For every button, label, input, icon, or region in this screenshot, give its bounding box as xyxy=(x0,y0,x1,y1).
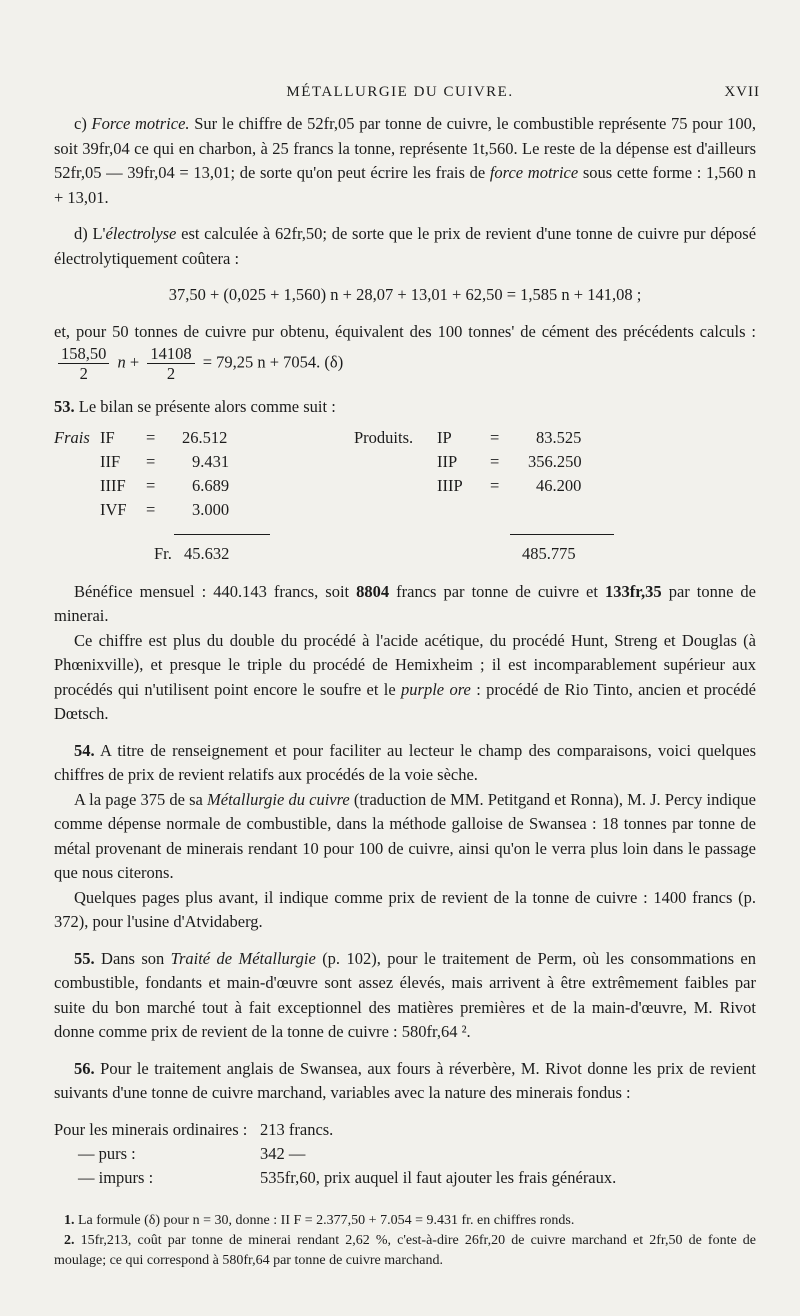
page-number: XVII xyxy=(724,84,760,100)
footnote-mark: 2. xyxy=(64,1232,75,1248)
frais-eq: = xyxy=(146,499,156,519)
section-text: Le bilan se présente alors comme suit : xyxy=(78,397,336,416)
fraction-2 xyxy=(147,344,194,383)
total-currency: Fr. xyxy=(154,543,172,563)
section-text: A titre de renseignement et pour faciliter au lecteur le champ des comparaisons, voici quelques chiffres de prix de revient relatifs aux procédés de la voie sèche. xyxy=(54,740,756,784)
frais-code: IF xyxy=(100,427,115,447)
frais-eq: = xyxy=(146,475,156,495)
produit-eq: = xyxy=(490,427,500,447)
paragraph-force-motrice xyxy=(54,112,756,210)
paragraph-percy xyxy=(54,788,756,886)
minerais-list xyxy=(54,1118,756,1194)
equation-cost: 37,50 + (0,025 + 1,560) n + 28,07 + 13,01 + 62,50 = 1,585 n + 141,08 ; xyxy=(168,285,642,304)
item-label: d) L' xyxy=(74,224,106,243)
frais-value: 26.512 xyxy=(182,427,228,447)
section-53-heading xyxy=(54,395,756,420)
total-frais: 45.632 xyxy=(184,543,230,563)
paragraph-comparison xyxy=(54,629,756,727)
section-text: Dans son xyxy=(101,948,165,968)
produit-code: IP xyxy=(437,427,452,447)
section-number: 53. xyxy=(54,397,75,416)
equation-result: = 79,25 n + 7054. (δ) xyxy=(202,352,344,372)
italic-term: électrolyse xyxy=(105,224,177,243)
produit-value: 356.250 xyxy=(528,451,582,471)
fraction-denominator: 2 xyxy=(79,364,88,383)
item-label: c) xyxy=(74,114,87,133)
minerai-value: 213 francs. xyxy=(260,1119,334,1139)
produit-code: IIP xyxy=(437,451,458,471)
footnote-text: 15fr,213, coût par tonne de minerai rendant 2,62 %, c'est-à-dire 26fr,20 de cuivre marchand et 2fr,50 de fonte de moulage; ce qui correspond à 580fr,64 par tonne de cuivre marchand. xyxy=(54,1232,757,1268)
fraction-1 xyxy=(58,344,109,383)
frais-value: 6.689 xyxy=(192,475,230,495)
paragraph-text: francs par tonne de cuivre et xyxy=(396,581,598,601)
bold-figure: 8804 xyxy=(356,581,390,601)
produit-eq: = xyxy=(490,475,500,495)
paragraph-electrolyse xyxy=(54,222,756,271)
total-rule xyxy=(510,534,614,535)
produit-value: 46.200 xyxy=(536,475,582,495)
section-56 xyxy=(54,1057,756,1106)
paragraph-text-end: : procédé de Rio Tinto, ancien et procédé Dœtsch. xyxy=(54,679,756,723)
paragraph-text: par tonne de minerai. xyxy=(54,581,757,625)
frais-label: Frais xyxy=(54,427,90,447)
footnote xyxy=(54,1231,756,1271)
paragraph-text: Sur le chiffre de 52fr,05 par tonne de cuivre, le combustible représente 75 pour 100, soit 39fr,04 ce qui en charbon, à 25 francs la tonne, représente 1t,560. Le reste de la dépense est d'ailleurs 52fr,05 — 39fr,04 = 13,01; de sorte qu'on peut écrire les frais de xyxy=(54,114,757,182)
footnote-separator xyxy=(54,1204,756,1205)
produits-label: Produits. xyxy=(354,427,414,447)
footnote xyxy=(54,1211,756,1231)
section-text: (p. 102), pour le traitement de Perm, où les consommations en combustible, fondants et main-d'œuvre sont assez élevés, mais arrivent à être extrêmement faibles par suite du bon marché tout à fait exceptionnel des matières premières et de la main-d'œuvre, M. Rivot donne comme prix de revient de la tonne de cuivre : 580fr,64 ². xyxy=(54,948,756,1041)
frais-eq: = xyxy=(146,427,156,447)
paragraph-benefice xyxy=(54,580,756,629)
produit-eq: = xyxy=(490,451,500,471)
paragraph-text: est calculée à 62fr,50; de sorte que le prix de revient d'une tonne de cuivre pur déposé électrolytiquement coûtera : xyxy=(54,224,757,268)
page-header xyxy=(40,84,760,106)
frais-value: 3.000 xyxy=(192,499,230,519)
italic-term: force motrice xyxy=(489,163,579,182)
page-body xyxy=(54,112,756,1271)
section-55 xyxy=(54,947,756,1045)
minerai-label: — impurs : xyxy=(78,1167,154,1187)
produit-code: IIIP xyxy=(437,475,463,495)
frais-value: 9.431 xyxy=(192,451,230,471)
footnotes xyxy=(54,1211,756,1271)
plus-sign: + xyxy=(129,352,140,372)
paragraph-text-end: sous cette forme : 1,560 n + 13,01. xyxy=(54,163,757,207)
paragraph-text: A la page 375 de sa xyxy=(74,789,203,809)
section-54 xyxy=(54,739,756,788)
minerai-label: — purs : xyxy=(78,1143,136,1163)
minerai-value: 535fr,60, prix auquel il faut ajouter les frais généraux. xyxy=(260,1167,617,1187)
section-text: Pour le traitement anglais de Swansea, aux fours à réverbère, M. Rivot donne les prix de revient suivants d'une tonne de cuivre marchand, variables avec la nature des minerais fondus : xyxy=(54,1058,756,1102)
section-number: 56. xyxy=(74,1058,95,1078)
balance-table xyxy=(54,424,756,574)
total-rule xyxy=(174,534,270,535)
footnote-mark: 1. xyxy=(64,1212,75,1228)
paragraph-fifty-tonnes xyxy=(54,320,756,384)
footnote-text: La formule (δ) pour n = 30, donne : II F = 2.377,50 + 7.054 = 9.431 fr. en chiffres ronds. xyxy=(78,1212,575,1228)
frais-code: IVF xyxy=(100,499,127,519)
frais-code: IIF xyxy=(100,451,121,471)
paragraph-text: et, pour 50 tonnes de cuivre pur obtenu, équivalent des 100 tonnes' de cément des précédents calculs : xyxy=(54,321,756,341)
running-title: MÉTALLURGIE DU CUIVRE. xyxy=(286,84,514,100)
section-number: 54. xyxy=(74,740,95,760)
fraction-numerator: 14108 xyxy=(147,344,194,364)
total-produits: 485.775 xyxy=(522,543,576,563)
italic-term: purple ore xyxy=(401,679,471,699)
paragraph-text: Bénéfice mensuel : 440.143 francs, soit xyxy=(74,581,350,601)
book-title: Traité de Métallurgie xyxy=(170,948,316,968)
variable-n: n xyxy=(117,352,126,372)
produit-value: 83.525 xyxy=(536,427,582,447)
minerai-value: 342 — xyxy=(260,1143,306,1163)
book-title: Métallurgie du cuivre xyxy=(207,789,350,809)
paragraph-text: Ce chiffre est plus du double du procédé à l'acide acétique, du procédé Hunt, Streng et Douglas (à Phœnixville), et presque le triple du procédé de Hemixheim ; il est incomparablement supérieur aux procédés qui n'utilisent point encore le soufre et le xyxy=(54,630,756,699)
fraction-numerator: 158,50 xyxy=(58,344,109,364)
bold-figure: 133fr,35 xyxy=(604,581,662,601)
paragraph-text: (traduction de MM. Petitgand et Ronna), M. J. Percy indique comme dépense normale de combustible, dans la méthode galloise de Swansea : 18 tonnes par tonne de métal provenant de minerais rendant 10 pour 100 de cuivre, ainsi qu'on le verra plus loin dans le passage que nous citerons. xyxy=(54,789,756,882)
frais-code: IIIF xyxy=(100,475,126,495)
paragraph-atvidaberg: Quelques pages plus avant, il indique comme prix de revient de la tonne de cuivre : 1400 francs (p. 372), pour l'usine d'Atvidaberg. xyxy=(54,887,756,931)
item-title: Force motrice. xyxy=(91,114,190,133)
minerai-label: Pour les minerais ordinaires : xyxy=(54,1119,248,1139)
frais-eq: = xyxy=(146,451,156,471)
fraction-denominator: 2 xyxy=(166,364,176,383)
section-number: 55. xyxy=(74,948,95,968)
